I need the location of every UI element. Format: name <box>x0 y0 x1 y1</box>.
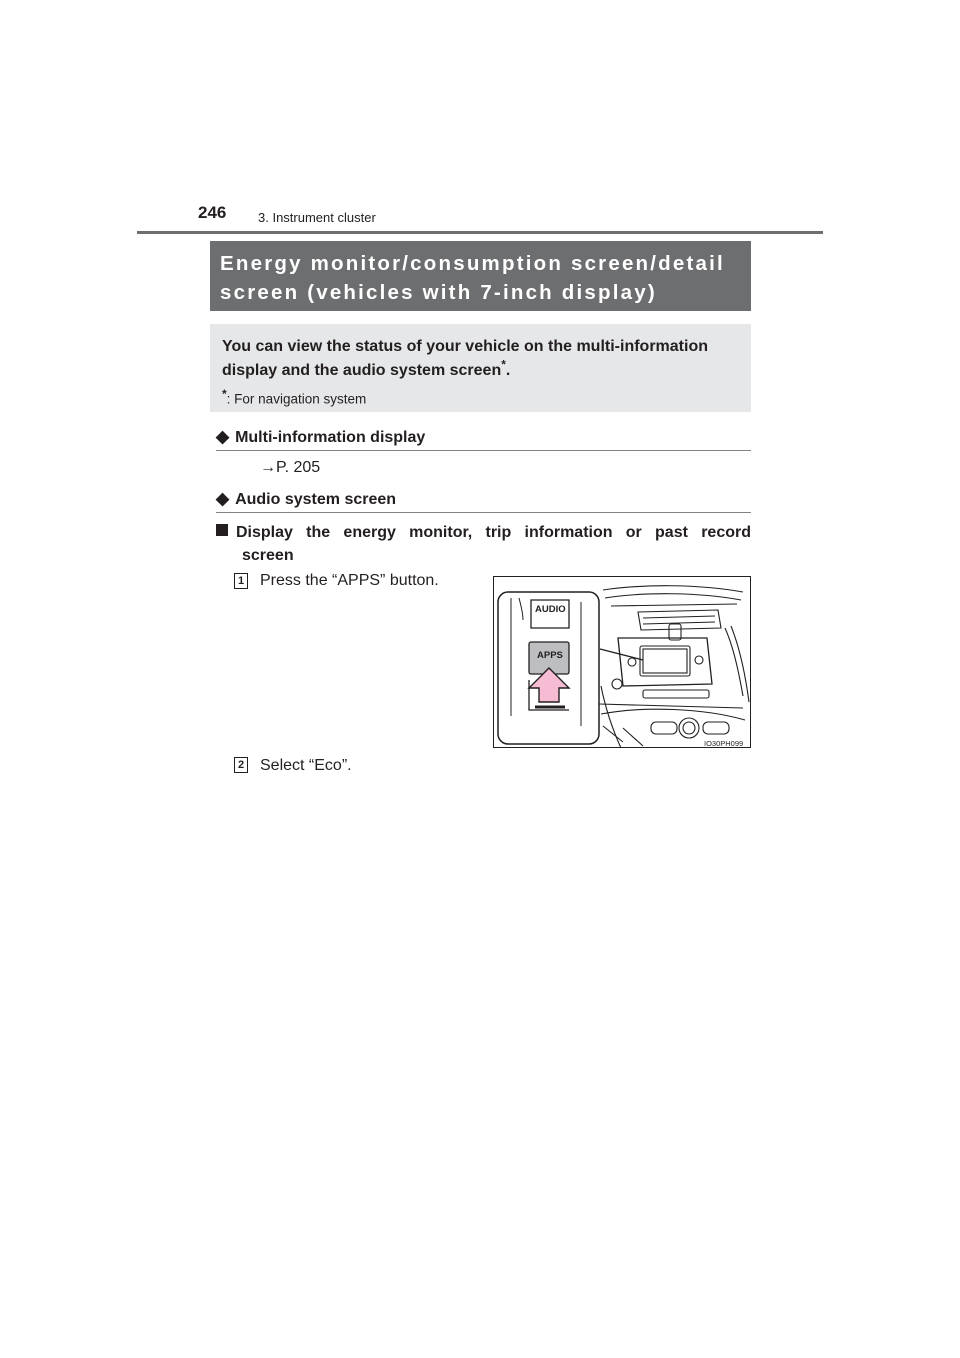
diamond-bullet-icon: ◆ <box>216 427 230 446</box>
step-1-text: Press the “APPS” button. <box>260 572 439 589</box>
intro-period: . <box>505 362 511 379</box>
procedure-word: trip <box>485 524 512 541</box>
intro-text <box>222 335 739 383</box>
subheading-divider <box>216 450 751 451</box>
page-number: 246 <box>198 203 227 222</box>
page-title-line-2: screen (vehicles with 7-inch display) <box>220 281 657 304</box>
procedure-word: past <box>655 524 688 541</box>
subheading-multi-information-label: Multi-information display <box>235 429 426 446</box>
diamond-bullet-icon: ◆ <box>216 489 230 508</box>
procedure-heading-line-1 <box>216 521 751 544</box>
intro-asterisk: * <box>501 357 506 372</box>
step-2-text: Select “Eco”. <box>260 757 352 774</box>
subheading-audio-system <box>216 489 396 509</box>
dashboard-illustration <box>493 576 751 748</box>
square-bullet-icon <box>216 524 228 536</box>
subheading-divider <box>216 512 751 513</box>
section-title: 3. Instrument cluster <box>258 210 376 225</box>
procedure-word: the <box>306 524 331 541</box>
procedure-heading <box>216 521 751 567</box>
procedure-word: monitor, <box>409 524 473 541</box>
page-title-line-1: Energy monitor/consumption screen/detail <box>220 252 725 275</box>
procedure-word: or <box>625 524 642 541</box>
footnote <box>222 387 739 407</box>
subheading-multi-information <box>216 427 425 447</box>
intro-box <box>210 324 751 412</box>
procedure-heading-line-2: screen <box>242 547 294 564</box>
subheading-audio-system-label: Audio system screen <box>235 491 397 508</box>
apps-button-label: APPS <box>537 650 563 661</box>
header-divider <box>137 231 823 234</box>
procedure-word: information <box>524 524 613 541</box>
procedure-word: Display <box>216 521 293 544</box>
step-number-badge: 2 <box>234 757 248 773</box>
page-reference-link[interactable]: →P. 205 <box>260 459 321 476</box>
intro-body: You can view the status of your vehicle on the multi-information display and the audio system screen <box>222 338 708 379</box>
audio-button-label: AUDIO <box>535 604 566 615</box>
footnote-mark: * <box>222 387 227 401</box>
page-title-box <box>210 241 751 311</box>
step-number-badge: 1 <box>234 573 248 589</box>
footnote-text: : For navigation system <box>226 391 367 407</box>
procedure-word: energy <box>343 524 396 541</box>
procedure-word: record <box>701 524 751 541</box>
illustration-code: IO30PH099 <box>704 739 744 748</box>
